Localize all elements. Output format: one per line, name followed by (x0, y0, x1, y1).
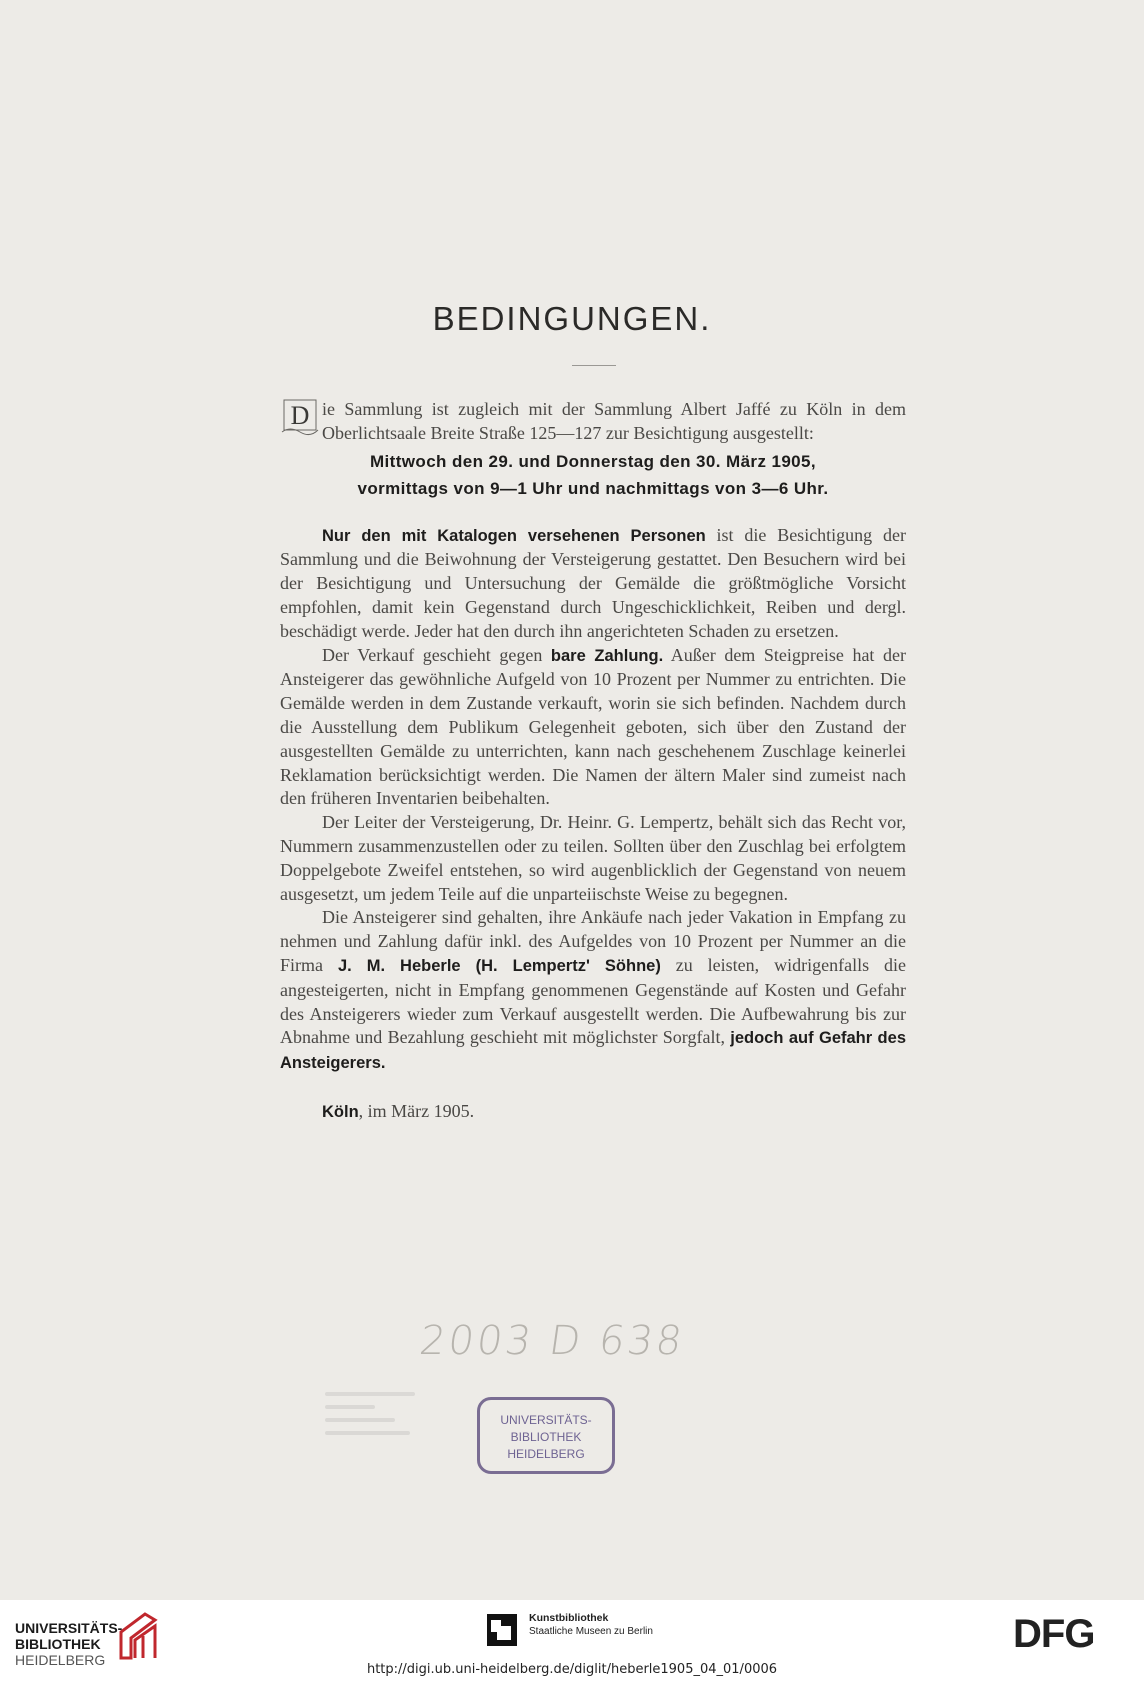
collection-text-start: Die Ansteigerer sind gehalten, ihre Ankäufe nach jeder Vakation in Empfang zu nehmen und Zahlung dafür inkl. des Aufgeldes von 10 Prozent per Nummer an die Firma (280, 907, 906, 975)
svg-text:D: D (290, 401, 310, 430)
ub-line-2: BIBLIOTHEK (15, 1636, 101, 1652)
firm-name: J. M. Heberle (H. Lempertz' Söhne) (337, 956, 661, 975)
collection-text-mid: zu leisten, widrigenfalls die angesteigerten, nicht in Empfang genommenen Gegenstände auf Kosten und Gefahr des Ansteigerers wieder zum Verkauf ausgestellt werden. Die Aufbewahrung bis zur Abnahme und Bezahlung geschieht mit möglichster Sorgfalt, (280, 954, 906, 1048)
footer-bar (0, 1600, 1144, 1681)
visitors-text: ist die Besichtigung der Sammlung und die Beiwohnung der Versteigerung gestattet. Den Besuchern wird bei der Besichtigung und Untersuchung der Gemälde die größtmögliche Vorsicht empfohlen, damit kein Gegenstand durch Ungeschicklichkeit, Reiben und dergl. beschädigt werde. Jeder hat den durch ihn angerichteten Schaden zu ersetzen. (280, 524, 906, 641)
intro-text: ie Sammlung ist zugleich mit der Sammlung Albert Jaffé zu Köln in dem Oberlichtsaale Breite Straße 125—127 zur Besichtigung ausgestellt: (322, 399, 906, 443)
stamp-line-2: BIBLIOTHEK (510, 1430, 582, 1444)
auctioneer-text: Der Leiter der Versteigerung, Dr. Heinr. G. Lempertz, behält sich das Recht vor, Nummern zusammenzustellen oder zu teilen. Sollten über den Zuschlag bei erfolgtem Doppelgebote Zweifel entstehen, so wird augenblicklich der Gegenstand von neuem ausgesetzt, um jedem Teile auf die unparteiischste Weise zu begegnen. (280, 812, 906, 904)
ub-heidelberg-wordmark (15, 1620, 122, 1668)
dates-line-2: vormittags von 9—1 Uhr und nachmittags von 3—6 Uhr. (357, 478, 829, 498)
permalink-url[interactable]: http://digi.ub.uni-heidelberg.de/diglit/heberle1905_04_01/0006 (366, 1662, 778, 1677)
paragraph-auctioneer (280, 811, 906, 906)
ub-heidelberg-logo-icon[interactable] (115, 1610, 159, 1660)
title-divider (572, 365, 616, 366)
risk-emphasis: jedoch auf Gefahr des Ansteigerers. (280, 1029, 906, 1073)
intro-paragraph (280, 398, 906, 446)
bleed-through-text (325, 1392, 425, 1452)
closing-date: , im März 1905. (358, 1100, 475, 1121)
paragraph-collection (280, 906, 906, 1076)
sale-emphasis: bare Zahlung. (550, 646, 664, 665)
kunstbibliothek-label (529, 1612, 653, 1638)
closing-place: Köln (322, 1102, 359, 1121)
kb-name: Kunstbibliothek (529, 1612, 609, 1624)
sale-text-start: Der Verkauf geschieht gegen (322, 644, 551, 665)
library-stamp (477, 1397, 615, 1474)
dates-line-1: Mittwoch den 29. und Donnerstag den 30. März 1905, (369, 451, 817, 471)
handwritten-shelfmark: 2003 D 638 (416, 1318, 688, 1364)
visitors-emphasis: Nur den mit Katalogen versehenen Personen (322, 526, 706, 545)
paragraph-visitors (280, 524, 906, 644)
ub-line-3: HEIDELBERG (15, 1652, 106, 1668)
decorative-initial-icon (280, 396, 320, 436)
document-body (280, 398, 906, 1125)
paragraph-sale (280, 644, 906, 812)
viewing-dates (280, 448, 906, 502)
closing-line (280, 1100, 906, 1125)
kunstbibliothek-logo-icon[interactable] (487, 1614, 517, 1646)
kb-sub: Staatliche Museen zu Berlin (529, 1626, 653, 1637)
stamp-line-1: UNIVERSITÄTS- (500, 1413, 592, 1427)
ub-line-1: UNIVERSITÄTS- (15, 1620, 123, 1636)
stamp-line-3: HEIDELBERG (507, 1447, 585, 1461)
sale-text-rest: Außer dem Steigpreise hat der Ansteigerer das gewöhnliche Aufgeld von 10 Prozent per Nummer zu entrichten. Die Gemälde werden in dem Zustande verkauft, worin sie sich befinden. Nachdem durch die Ausstellung dem Publikum Gelegenheit geboten, sich über den Zustand der ausgestellten Gemälde zu unterrichten, kann nach geschehenem Zuschlage keinerlei Reklamation berücksichtigt werden. Die Namen der ältern Maler sind zumeist nach den früheren Inventarien beibehalten. (280, 644, 906, 809)
page-title: BEDINGUNGEN. (432, 300, 712, 337)
dfg-logo[interactable]: DFG (1013, 1612, 1095, 1656)
